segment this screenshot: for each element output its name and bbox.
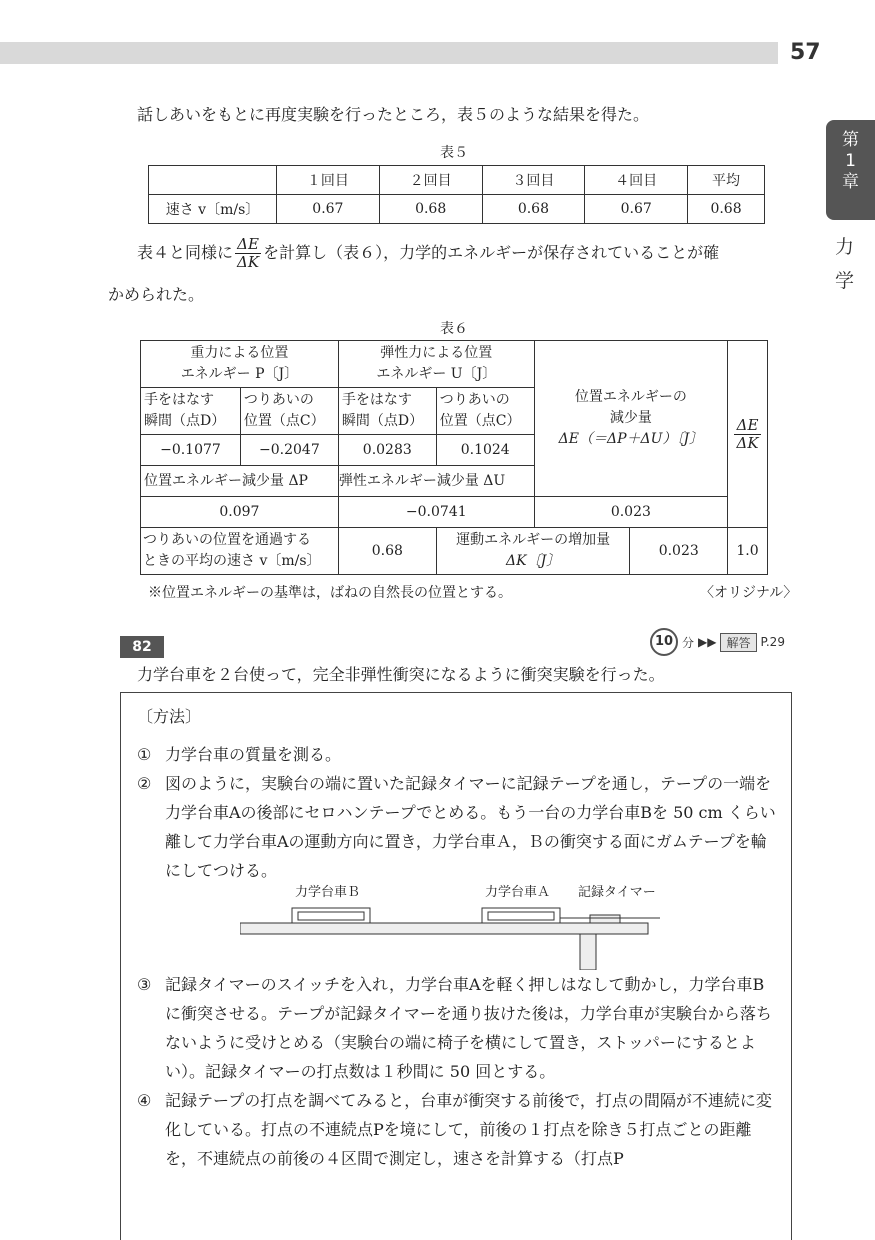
intro-text: 話しあいをもとに再度実験を行ったところ，表５のような結果を得た。 [137,105,650,124]
sub-release-2 [338,388,436,435]
sub-balance [240,388,338,435]
sub-header-line: 瞬間（点D） [341,413,424,429]
table5-corner [149,166,277,195]
table-leg [580,934,596,970]
sub-header-line: 位置（点C） [439,413,521,429]
table-note: ※位置エネルギーの基準は，ばねの自然長の位置とする。 [148,585,512,601]
sub-header-line: つりあいの [439,392,510,408]
sub-header-line: つりあいの [243,392,314,408]
step-text: 力学台車の質量を測る。 [165,745,342,764]
table5-cell: 0.68 [688,195,765,224]
sub-header-line: 位置（点C） [243,413,325,429]
speed-label-line: ときの平均の速さ v〔m/s〕 [143,553,321,569]
fraction-denominator: ΔK [237,253,260,271]
method-steps-bottom [137,970,777,1173]
step-mark: ④ [137,1091,152,1110]
chapter-title-char: 力 [835,236,855,258]
method-steps-top [137,740,777,885]
table5-cell: 0.68 [379,195,482,224]
dp-label: 位置エネルギー減少量 ΔP [141,466,339,497]
table5-cell: 0.67 [277,195,380,224]
timer-info [650,628,785,656]
stopwatch-icon: 10 [650,628,678,656]
u-balance-value: 0.1024 [436,435,534,466]
step-text: 記録タイマーのスイッチを入れ，力学台車Aを軽く押しはなして動かし，力学台車Bに衝突させる。テープが記録タイマーを通り抜けた後は，力学台車が実験台から落ちないように受けとめる（実験台の端に椅子を横にして置き，ストッパーにするとよい）。記録タイマーの打点数は１秒間に 50 回とする。 [165,975,772,1081]
paragraph-2 [137,236,719,271]
page-number: 57 [790,40,821,65]
du-label: 弾性エネルギー減少量 ΔU [338,466,534,497]
para2-after: を計算し（表６），力学的エネルギーが保存されていることが確 [263,243,720,262]
table6 [140,340,768,575]
sub-balance-2 [436,388,534,435]
decrease-header [534,341,727,497]
fraction-denominator: ΔK [736,433,759,452]
step-mark: ③ [137,975,152,994]
cart-b-label: 力学台車Ｂ [295,885,361,900]
table5-row-label: 速さ v〔m/s〕 [149,195,277,224]
table5-header: ４回目 [585,166,688,195]
timer-unit: 分 [682,635,695,650]
chapter-tab-char: 1 [845,151,856,171]
cart-b-inner [298,912,364,920]
u-release-value: 0.0283 [338,435,436,466]
chapter-title-char: 学 [835,270,855,292]
dk-label-line: 運動エネルギーの増加量 [456,532,611,548]
p-balance-value: −0.2047 [240,435,338,466]
dk-label-line: ΔK〔J〕 [506,553,561,569]
ratio-value: 1.0 [728,528,768,575]
speed-value: 0.68 [338,528,436,575]
sub-header-line: 瞬間（点D） [144,413,226,429]
ratio-header [728,341,768,528]
table5-header: １回目 [277,166,380,195]
fraction-numerator: ΔE [235,236,261,254]
dp-value: 0.097 [141,497,339,528]
table5 [148,165,765,224]
paragraph-2-line2: かめられた。 [108,285,205,304]
de-value: 0.023 [534,497,727,528]
decrease-header-line: 減少量 [609,410,652,426]
gravity-header [141,341,339,388]
fraction-de-dk [235,236,261,271]
method-step [137,740,777,769]
sub-release [141,388,241,435]
chapter-tab [826,120,875,220]
step-mark: ① [137,745,152,764]
table6-caption: 表６ [440,321,468,337]
gravity-header-line: エネルギー P〔J〕 [180,366,299,382]
table5-caption: 表５ [440,145,468,161]
chapter-tab-char: 章 [842,172,859,192]
header-bar [0,42,778,64]
elastic-header [338,341,534,388]
table5-header: ２回目 [379,166,482,195]
answer-badge: 解答 [720,633,756,652]
dk-value: 0.023 [630,528,728,575]
table5-header: 平均 [688,166,765,195]
du-value: −0.0741 [338,497,534,528]
sub-header-line: 手をはなす [144,392,214,408]
method-step [137,1086,777,1173]
timer-label: 記録タイマー [578,885,656,900]
experiment-figure [240,878,660,970]
step-mark: ② [137,774,152,793]
decrease-header-line: 位置エネルギーの [574,389,687,405]
problem-statement: 力学台車を２台使って，完全非弾性衝突になるように衝突実験を行った。 [137,665,665,684]
double-arrow-icon: ▶▶ [698,635,717,649]
step-text: 記録テープの打点を調べてみると，台車が衝突する前後で，打点の間隔が不連続に変化している。打点の不連続点Pを境にして，前後の１打点を除き５打点ごとの距離を，不連続点の前後の４区間で測定し，速さを計算する（打点P [165,1091,772,1168]
table5-header: ３回目 [482,166,585,195]
answer-page: P.29 [760,635,785,649]
table5-cell: 0.67 [585,195,688,224]
method-heading: 〔方法〕 [137,707,202,726]
speed-label-line: つりあいの位置を通過する [143,532,311,548]
sub-header-line: 手をはなす [341,392,412,408]
elastic-header-line: エネルギー U〔J〕 [376,366,497,382]
method-step [137,970,777,1086]
p-release-value: −0.1077 [141,435,241,466]
fraction-numerator: ΔE [734,417,760,435]
chapter-tab-char: 第 [842,130,859,150]
table5-cell: 0.68 [482,195,585,224]
para2-before: 表４と同様に [137,243,234,262]
experiment-table-top [240,923,648,934]
elastic-header-line: 弾性力による位置 [380,345,493,361]
source-label: 〈オリジナル〉 [700,585,798,601]
recording-timer [590,915,620,923]
gravity-header-line: 重力による位置 [190,345,289,361]
step-text: 図のように，実験台の端に置いた記録タイマーに記録テープを通し，テープの一端を力学台車Aの後部にセロハンテープでとめる。もう一台の力学台車Bを 50 cm くらい離して力学台車Aの運動方向に置き，力学台車Ａ，Ｂの衝突する面にガムテープを輪にしてつける。 [165,774,776,880]
speed-label [141,528,339,575]
dk-label [436,528,630,575]
problem-number: 82 [120,636,164,658]
decrease-header-line: ΔE（＝ΔP＋ΔU）〔J〕 [558,431,704,447]
cart-a-inner [488,912,554,920]
ratio-fraction [734,417,760,452]
method-step [137,769,777,885]
cart-a-label: 力学台車Ａ [485,885,551,900]
